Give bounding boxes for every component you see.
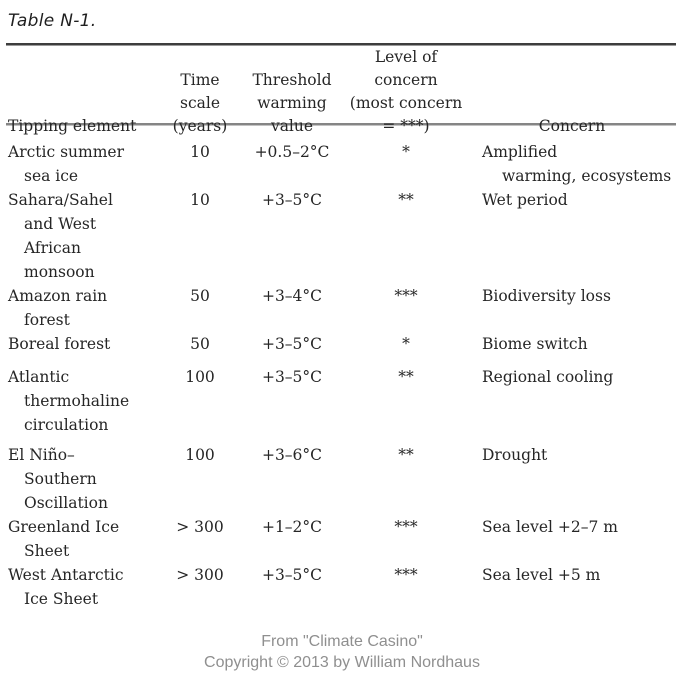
- tipping-element-line: Greenland Ice: [8, 518, 120, 536]
- tipping-element-line: Oscillation: [24, 494, 108, 512]
- table-row: [8, 563, 676, 611]
- tipping-element-line: Ice Sheet: [24, 590, 99, 608]
- cell-level-of-concern: *: [402, 143, 410, 161]
- cell-level-of-concern: ***: [394, 518, 418, 536]
- concern-line: Drought: [482, 446, 548, 464]
- cell-threshold-warming-value: +3–5°C: [261, 335, 323, 353]
- cell-concern: [468, 515, 676, 563]
- cell-concern: [468, 563, 676, 611]
- cell-level-of-concern: **: [398, 191, 414, 209]
- cell-level-of-concern: *: [402, 335, 410, 353]
- table-row: [8, 332, 676, 356]
- column-header-label: (most concern: [349, 94, 463, 112]
- cell-tipping-element: [8, 284, 160, 332]
- tipping-element-line: Atlantic: [8, 368, 70, 386]
- cell-tipping-element: [8, 563, 160, 611]
- cell-tipping-element: [8, 515, 160, 563]
- concern-line: Wet period: [482, 191, 568, 209]
- tipping-element-line: thermohaline: [24, 392, 130, 410]
- column-header-time-scale: [160, 69, 240, 144]
- concern-line: warming, ecosystems: [502, 167, 672, 185]
- cell-time-scale: 50: [190, 287, 210, 305]
- column-header-label: Threshold: [252, 71, 332, 89]
- cell-threshold-warming-value: +3–4°C: [261, 287, 323, 305]
- table-body: [8, 126, 676, 611]
- table-row: [8, 443, 676, 515]
- cell-concern: [468, 332, 676, 356]
- concern-line: Sea level +2–7 m: [482, 518, 618, 536]
- cell-concern: [468, 140, 676, 188]
- tipping-element-line: Arctic summer: [8, 143, 124, 161]
- column-header-label: Concern: [538, 117, 606, 135]
- tipping-element-line: El Niño–: [8, 446, 75, 464]
- cell-time-scale: 10: [190, 191, 210, 209]
- cell-level-of-concern: **: [398, 368, 414, 386]
- column-header-label: (years): [172, 117, 228, 135]
- tipping-element-line: monsoon: [24, 263, 95, 281]
- cell-tipping-element: [8, 443, 160, 515]
- cell-threshold-warming-value: +3–5°C: [261, 191, 323, 209]
- cell-tipping-element: [8, 332, 160, 356]
- table-header-row: [8, 46, 676, 135]
- column-header-label: warming: [257, 94, 327, 112]
- cell-level-of-concern: **: [398, 446, 414, 464]
- table-row: [8, 284, 676, 332]
- cell-time-scale: > 300: [176, 518, 224, 536]
- tipping-element-line: Amazon rain: [8, 287, 108, 305]
- tipping-element-line: sea ice: [24, 167, 79, 185]
- column-header-threshold-warming-value: [240, 69, 344, 144]
- concern-line: Regional cooling: [482, 368, 614, 386]
- tipping-element-line: and West: [24, 215, 97, 233]
- column-header-label: value: [270, 117, 314, 135]
- cell-time-scale: 100: [185, 368, 215, 386]
- tipping-element-line: West Antarctic: [8, 566, 124, 584]
- cell-tipping-element: [8, 365, 160, 437]
- cell-concern: [468, 188, 676, 284]
- tipping-element-line: circulation: [24, 416, 109, 434]
- cell-level-of-concern: ***: [394, 287, 418, 305]
- cell-threshold-warming-value: +3–6°C: [261, 446, 323, 464]
- cell-threshold-warming-value: +1–2°C: [261, 518, 323, 536]
- cell-tipping-element: [8, 188, 160, 284]
- tipping-element-line: Sheet: [24, 542, 70, 560]
- tipping-element-line: Sahara/Sahel: [8, 191, 113, 209]
- concern-line: Biodiversity loss: [482, 287, 611, 305]
- cell-level-of-concern: ***: [394, 566, 418, 584]
- column-header-label: Time scale: [179, 71, 220, 112]
- table-row: [8, 365, 676, 437]
- cell-time-scale: 10: [190, 143, 210, 161]
- cell-concern: [468, 284, 676, 332]
- table-row: [8, 140, 676, 188]
- cell-time-scale: 100: [185, 446, 215, 464]
- table-row: [8, 188, 676, 284]
- cell-concern: [468, 443, 676, 515]
- cell-time-scale: > 300: [176, 566, 224, 584]
- tipping-element-line: forest: [24, 311, 70, 329]
- tipping-element-line: Southern: [24, 470, 97, 488]
- tipping-element-line: Boreal forest: [8, 335, 111, 353]
- column-header-label: Tipping element: [8, 117, 137, 135]
- attribution: [8, 631, 676, 673]
- concern-line: Amplified: [482, 143, 558, 161]
- column-header-level-of-concern: [344, 46, 468, 144]
- column-header-label: Level of concern: [374, 48, 438, 89]
- cell-time-scale: 50: [190, 335, 210, 353]
- concern-line: Biome switch: [482, 335, 588, 353]
- tipping-element-line: African: [24, 239, 81, 257]
- attribution-copyright-line: Copyright © 2013 by William Nordhaus: [204, 654, 480, 671]
- attribution-source-line: From "Climate Casino": [261, 633, 423, 650]
- table-title: Table N-1.: [8, 11, 97, 31]
- cell-threshold-warming-value: +3–5°C: [261, 368, 323, 386]
- column-header-label: = ***): [382, 117, 430, 135]
- cell-threshold-warming-value: +0.5–2°C: [254, 143, 330, 161]
- table-row: [8, 515, 676, 563]
- cell-tipping-element: [8, 140, 160, 188]
- cell-threshold-warming-value: +3–5°C: [261, 566, 323, 584]
- cell-concern: [468, 365, 676, 437]
- concern-line: Sea level +5 m: [482, 566, 601, 584]
